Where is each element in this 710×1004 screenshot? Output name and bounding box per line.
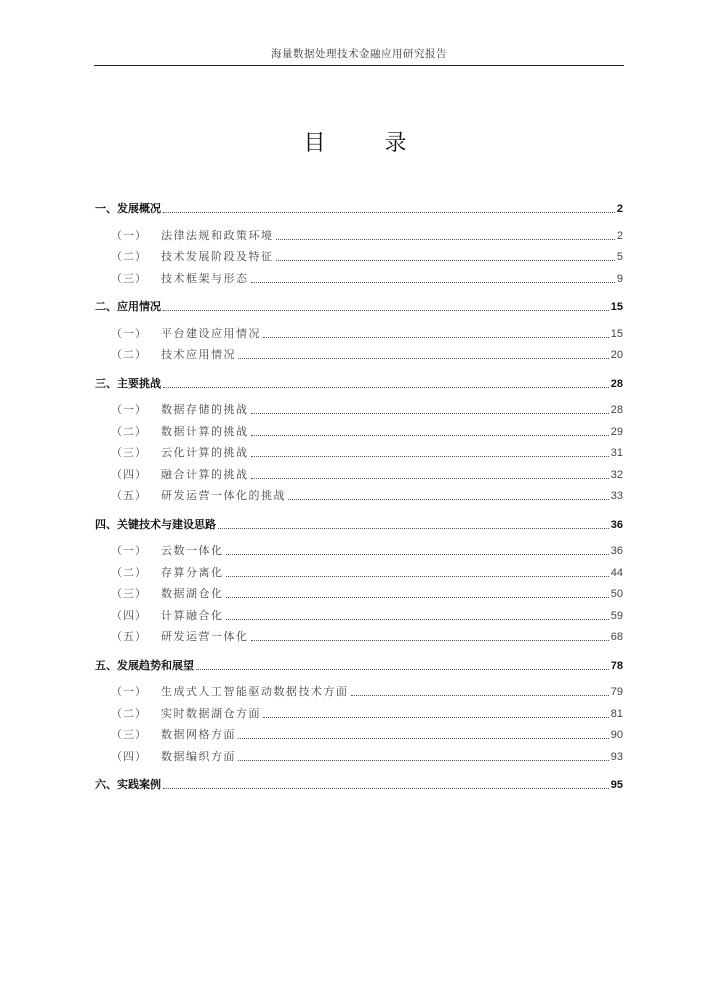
section-title: 法律法规和政策环境 bbox=[161, 228, 274, 242]
dot-leader bbox=[251, 455, 609, 457]
section-number: （一） bbox=[111, 403, 147, 416]
section-title: 研发运营一体化 bbox=[161, 630, 249, 643]
page-number: 36 bbox=[610, 545, 623, 557]
page-number: 95 bbox=[610, 779, 623, 791]
dot-leader bbox=[226, 596, 609, 598]
dot-leader bbox=[251, 434, 609, 436]
section-title: 存算分离化 bbox=[161, 565, 224, 579]
page-number: 90 bbox=[610, 729, 623, 741]
section-title: 融合计算的挑战 bbox=[161, 467, 249, 481]
toc-section-entry[interactable] bbox=[95, 244, 623, 264]
chapter-title: 四、关键技术与建设思路 bbox=[95, 517, 216, 531]
page-number: 15 bbox=[610, 327, 623, 340]
chapter-title: 三、主要挑战 bbox=[95, 376, 161, 390]
section-number: （三） bbox=[111, 587, 147, 600]
dot-leader bbox=[251, 281, 615, 283]
dot-leader bbox=[251, 412, 609, 414]
dot-leader bbox=[238, 759, 609, 761]
section-title: 计算融合化 bbox=[161, 608, 224, 622]
page-number: 28 bbox=[610, 404, 623, 416]
toc-section-entry[interactable] bbox=[95, 419, 623, 439]
toc-section-entry[interactable] bbox=[95, 744, 623, 764]
toc-title: 目 录 bbox=[303, 131, 433, 156]
dot-leader bbox=[263, 336, 609, 338]
toc-section-entry[interactable] bbox=[95, 342, 623, 362]
section-number: （一） bbox=[111, 326, 147, 340]
page-number: 68 bbox=[610, 631, 623, 643]
section-number: （二） bbox=[111, 348, 147, 361]
dot-leader bbox=[196, 668, 609, 670]
section-number: （四） bbox=[111, 608, 147, 622]
toc-chapter-entry[interactable] bbox=[95, 653, 623, 673]
toc-chapter-entry[interactable] bbox=[95, 371, 623, 391]
toc-chapter-entry[interactable] bbox=[95, 196, 623, 216]
section-title: 云数一体化 bbox=[161, 544, 224, 557]
page-number: 33 bbox=[610, 490, 623, 502]
toc-chapter-entry[interactable] bbox=[95, 512, 623, 532]
running-header: 海量数据处理技术金融应用研究报告 bbox=[271, 48, 447, 60]
toc-section-entry[interactable] bbox=[95, 440, 623, 460]
dot-leader bbox=[226, 618, 609, 620]
dot-leader bbox=[351, 694, 609, 696]
page-number: 59 bbox=[610, 609, 623, 622]
dot-leader bbox=[276, 259, 615, 261]
toc-section-entry[interactable] bbox=[95, 321, 623, 341]
page-number: 31 bbox=[610, 447, 623, 459]
dot-leader bbox=[263, 716, 609, 718]
page-number: 2 bbox=[616, 203, 623, 215]
dot-leader bbox=[238, 737, 609, 739]
dot-leader bbox=[226, 575, 609, 577]
section-title: 生成式人工智能驱动数据技术方面 bbox=[161, 685, 349, 698]
chapter-title: 五、发展趋势和展望 bbox=[95, 658, 194, 672]
page-number: 79 bbox=[610, 686, 623, 698]
page-number: 5 bbox=[616, 251, 623, 263]
page-number: 93 bbox=[610, 750, 623, 763]
section-number: （二） bbox=[111, 706, 147, 720]
dot-leader bbox=[251, 639, 609, 641]
dot-leader bbox=[251, 477, 609, 479]
toc-section-entry[interactable] bbox=[95, 701, 623, 721]
header-rule bbox=[94, 65, 624, 66]
section-number: （二） bbox=[111, 565, 147, 579]
page-number: 20 bbox=[610, 349, 623, 361]
toc-section-entry[interactable] bbox=[95, 581, 623, 601]
toc-section-entry[interactable] bbox=[95, 483, 623, 503]
section-number: （一） bbox=[111, 228, 147, 242]
chapter-title: 六、实践案例 bbox=[95, 778, 161, 791]
dot-leader bbox=[238, 357, 609, 359]
section-number: （一） bbox=[111, 544, 147, 557]
toc-section-entry[interactable] bbox=[95, 624, 623, 644]
page-number: 81 bbox=[610, 707, 623, 720]
section-number: （三） bbox=[111, 446, 147, 459]
toc-section-entry[interactable] bbox=[95, 266, 623, 286]
page-number: 2 bbox=[616, 229, 623, 242]
section-title: 云化计算的挑战 bbox=[161, 446, 249, 459]
page-number: 28 bbox=[610, 377, 623, 390]
dot-leader bbox=[276, 238, 615, 240]
page-number: 50 bbox=[610, 588, 623, 600]
page-number: 15 bbox=[610, 301, 623, 313]
section-title: 数据存储的挑战 bbox=[161, 403, 249, 416]
dot-leader bbox=[163, 787, 609, 789]
page-number: 78 bbox=[610, 659, 623, 672]
section-number: （五） bbox=[111, 489, 147, 502]
page-number: 9 bbox=[616, 272, 623, 285]
toc-section-entry[interactable] bbox=[95, 397, 623, 417]
section-title: 数据网格方面 bbox=[161, 728, 236, 741]
toc-section-entry[interactable] bbox=[95, 538, 623, 558]
toc-section-entry[interactable] bbox=[95, 223, 623, 243]
chapter-title: 二、应用情况 bbox=[95, 300, 161, 313]
section-number: （四） bbox=[111, 749, 147, 763]
section-number: （二） bbox=[111, 250, 147, 263]
dot-leader bbox=[163, 211, 615, 213]
section-number: （四） bbox=[111, 467, 147, 481]
page-number: 29 bbox=[610, 425, 623, 438]
section-title: 平台建设应用情况 bbox=[161, 326, 261, 340]
dot-leader bbox=[163, 309, 609, 311]
section-number: （二） bbox=[111, 424, 147, 438]
section-title: 研发运营一体化的挑战 bbox=[161, 489, 286, 502]
section-number: （一） bbox=[111, 685, 147, 698]
toc-section-entry[interactable] bbox=[95, 560, 623, 580]
dot-leader bbox=[163, 386, 609, 388]
dot-leader bbox=[226, 553, 609, 555]
page-number: 44 bbox=[610, 566, 623, 579]
section-title: 技术发展阶段及特征 bbox=[161, 250, 274, 263]
section-title: 技术框架与形态 bbox=[161, 271, 249, 285]
chapter-title: 一、发展概况 bbox=[95, 202, 161, 215]
section-title: 技术应用情况 bbox=[161, 348, 236, 361]
dot-leader bbox=[288, 498, 609, 500]
toc-section-entry[interactable] bbox=[95, 462, 623, 482]
section-title: 数据编织方面 bbox=[161, 749, 236, 763]
dot-leader bbox=[218, 527, 609, 529]
section-number: （三） bbox=[111, 271, 147, 285]
page-number: 36 bbox=[610, 518, 623, 531]
toc-chapter-entry[interactable] bbox=[95, 772, 623, 792]
section-title: 实时数据湖仓方面 bbox=[161, 706, 261, 720]
toc-chapter-entry[interactable] bbox=[95, 294, 623, 314]
toc-section-entry[interactable] bbox=[95, 603, 623, 623]
section-number: （五） bbox=[111, 630, 147, 643]
toc-section-entry[interactable] bbox=[95, 679, 623, 699]
section-title: 数据湖仓化 bbox=[161, 587, 224, 600]
section-number: （三） bbox=[111, 728, 147, 741]
section-title: 数据计算的挑战 bbox=[161, 424, 249, 438]
page-number: 32 bbox=[610, 468, 623, 481]
toc-section-entry[interactable] bbox=[95, 722, 623, 742]
